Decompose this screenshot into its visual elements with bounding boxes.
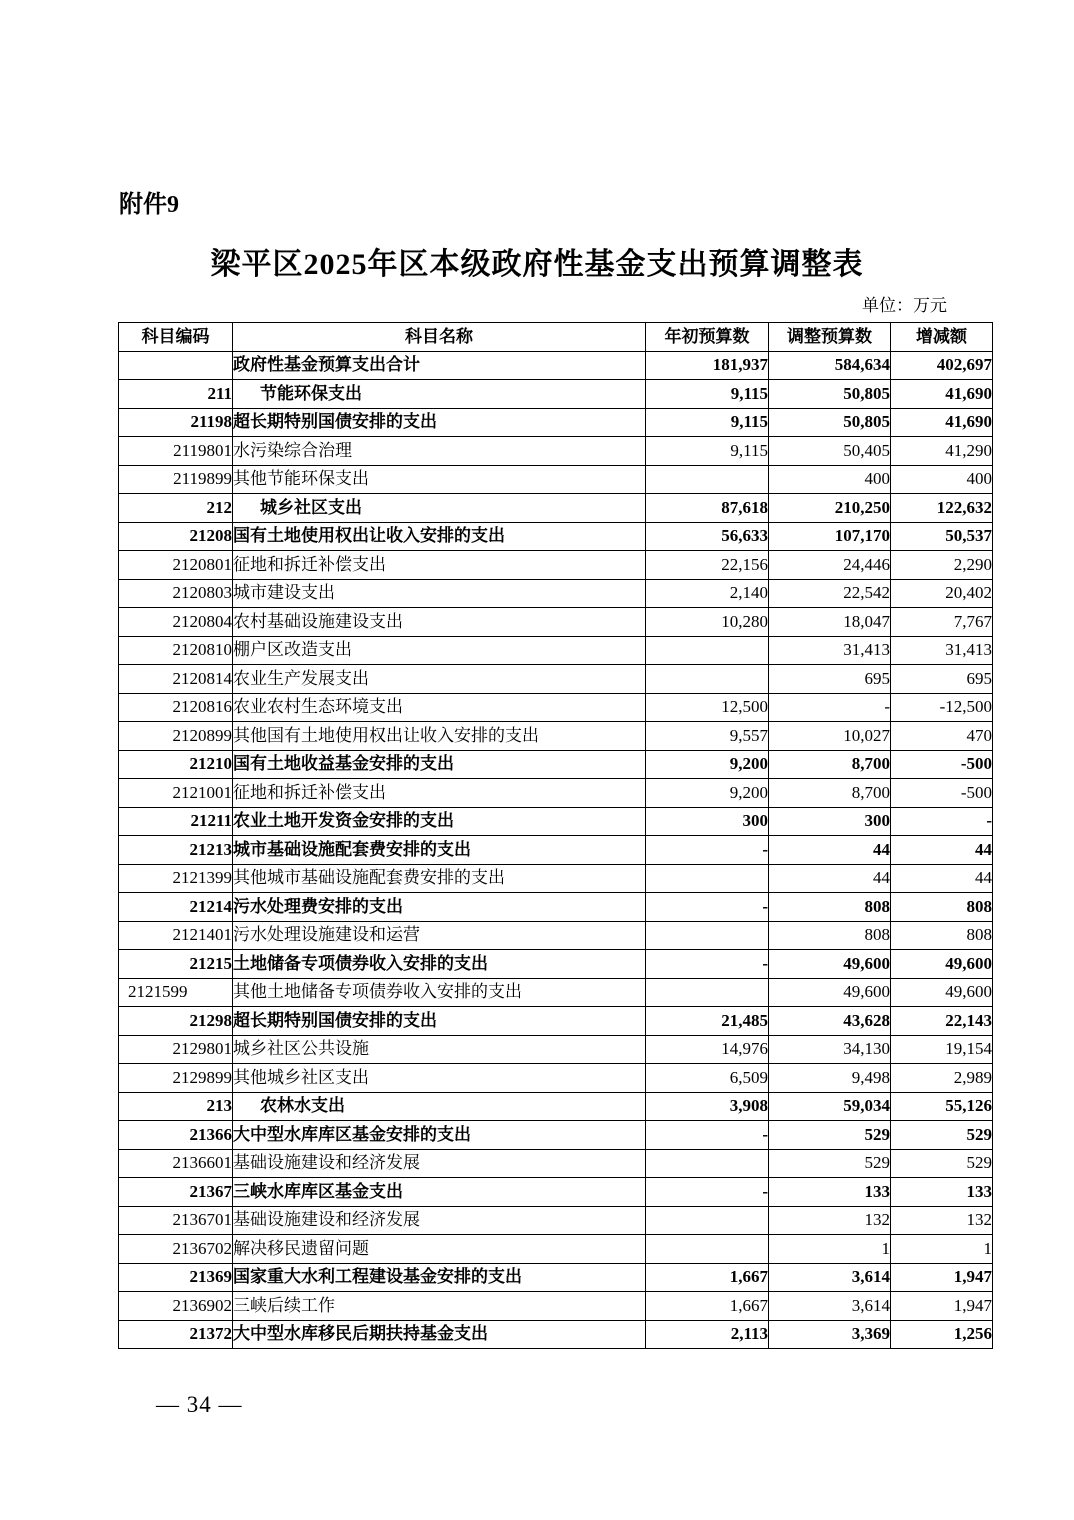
table-row [119,836,993,865]
code-cell: 211 [119,380,233,409]
code-cell: 2119899 [119,465,233,494]
change-cell: 122,632 [891,494,993,523]
name-cell: 三峡水库库区基金支出 [233,1178,646,1207]
initial-budget-cell: 56,633 [646,522,769,551]
page-number: — 34 — [156,1392,243,1417]
table-row [119,551,993,580]
code-cell: 21210 [119,750,233,779]
column-header-initial-budget: 年初预算数 [646,323,769,352]
table-row [119,437,993,466]
initial-budget-cell: 9,115 [646,437,769,466]
initial-budget-cell: - [646,893,769,922]
initial-budget-cell: 9,200 [646,750,769,779]
change-cell: 529 [891,1121,993,1150]
name-cell: 农村基础设施建设支出 [233,608,646,637]
code-cell: 2136702 [119,1235,233,1264]
change-cell: 133 [891,1178,993,1207]
initial-budget-cell [646,665,769,694]
table-row [119,1235,993,1264]
code-cell: 2120814 [119,665,233,694]
table-row [119,1206,993,1235]
table-row [119,608,993,637]
code-cell: 2136902 [119,1292,233,1321]
code-cell: 21369 [119,1263,233,1292]
adjusted-budget-cell: 695 [769,665,891,694]
code-cell: 21366 [119,1121,233,1150]
name-cell: 棚户区改造支出 [233,636,646,665]
name-cell: 其他土地储备专项债券收入安排的支出 [233,978,646,1007]
name-cell: 征地和拆迁补偿支出 [233,779,646,808]
adjusted-budget-cell: 18,047 [769,608,891,637]
initial-budget-cell [646,465,769,494]
change-cell: 2,290 [891,551,993,580]
adjusted-budget-cell: 584,634 [769,351,891,380]
table-row [119,950,993,979]
change-cell: 1,256 [891,1320,993,1349]
table-row [119,693,993,722]
table-row [119,494,993,523]
adjusted-budget-cell: 132 [769,1206,891,1235]
code-cell: 212 [119,494,233,523]
name-cell: 其他节能环保支出 [233,465,646,494]
change-cell: 2,989 [891,1064,993,1093]
code-cell: 21211 [119,807,233,836]
budget-table [118,322,993,1349]
name-cell: 其他城市基础设施配套费安排的支出 [233,864,646,893]
change-cell: -500 [891,779,993,808]
table-row [119,978,993,1007]
initial-budget-cell: 9,557 [646,722,769,751]
code-cell: 2120899 [119,722,233,751]
adjusted-budget-cell: 210,250 [769,494,891,523]
code-cell: 21208 [119,522,233,551]
column-header-change: 增减额 [891,323,993,352]
code-cell: 2121599 [119,978,233,1007]
code-cell: 2121399 [119,864,233,893]
adjusted-budget-cell: 8,700 [769,750,891,779]
change-cell: 55,126 [891,1092,993,1121]
change-cell: - [891,807,993,836]
change-cell: 7,767 [891,608,993,637]
name-cell: 国有土地收益基金安排的支出 [233,750,646,779]
adjusted-budget-cell: 44 [769,864,891,893]
code-cell: 2120816 [119,693,233,722]
code-cell [119,351,233,380]
change-cell: 41,690 [891,380,993,409]
code-cell: 213 [119,1092,233,1121]
change-cell: 49,600 [891,950,993,979]
table-row [119,779,993,808]
table-row [119,1035,993,1064]
initial-budget-cell: 1,667 [646,1263,769,1292]
code-cell: 2120810 [119,636,233,665]
initial-budget-cell: 9,115 [646,408,769,437]
change-cell: 808 [891,921,993,950]
adjusted-budget-cell: 50,805 [769,380,891,409]
table-row [119,750,993,779]
initial-budget-cell [646,1149,769,1178]
initial-budget-cell [646,1235,769,1264]
initial-budget-cell: - [646,950,769,979]
adjusted-budget-cell: 808 [769,921,891,950]
adjusted-budget-cell: 3,614 [769,1263,891,1292]
change-cell: 20,402 [891,579,993,608]
adjusted-budget-cell: 34,130 [769,1035,891,1064]
code-cell: 2121001 [119,779,233,808]
budget-table-body [119,351,993,1349]
code-cell: 21367 [119,1178,233,1207]
adjusted-budget-cell: 22,542 [769,579,891,608]
code-cell: 21215 [119,950,233,979]
name-cell: 超长期特别国债安排的支出 [233,408,646,437]
initial-budget-cell: 181,937 [646,351,769,380]
name-cell: 农业农村生态环境支出 [233,693,646,722]
column-header-name: 科目名称 [233,323,646,352]
table-row [119,465,993,494]
initial-budget-cell [646,1206,769,1235]
change-cell: 1,947 [891,1263,993,1292]
name-cell: 征地和拆迁补偿支出 [233,551,646,580]
adjusted-budget-cell: 400 [769,465,891,494]
initial-budget-cell: 1,667 [646,1292,769,1321]
name-cell: 大中型水库库区基金安排的支出 [233,1121,646,1150]
adjusted-budget-cell: 3,369 [769,1320,891,1349]
table-row [119,722,993,751]
change-cell: -500 [891,750,993,779]
table-row [119,921,993,950]
adjusted-budget-cell: 49,600 [769,978,891,1007]
name-cell: 超长期特别国债安排的支出 [233,1007,646,1036]
table-row [119,636,993,665]
adjusted-budget-cell: 50,405 [769,437,891,466]
name-cell: 农林水支出 [233,1092,646,1121]
adjusted-budget-cell: 8,700 [769,779,891,808]
initial-budget-cell: 2,140 [646,579,769,608]
code-cell: 2129899 [119,1064,233,1093]
change-cell: 41,690 [891,408,993,437]
name-cell: 城市基础设施配套费安排的支出 [233,836,646,865]
adjusted-budget-cell: 24,446 [769,551,891,580]
code-cell: 2120804 [119,608,233,637]
name-cell: 国有土地使用权出让收入安排的支出 [233,522,646,551]
table-row [119,408,993,437]
initial-budget-cell: 6,509 [646,1064,769,1093]
code-cell: 2121401 [119,921,233,950]
change-cell: 1,947 [891,1292,993,1321]
adjusted-budget-cell: 44 [769,836,891,865]
initial-budget-cell: 21,485 [646,1007,769,1036]
name-cell: 水污染综合治理 [233,437,646,466]
change-cell: 31,413 [891,636,993,665]
code-cell: 2120803 [119,579,233,608]
change-cell: 132 [891,1206,993,1235]
name-cell: 城乡社区支出 [233,494,646,523]
initial-budget-cell [646,921,769,950]
table-row [119,1263,993,1292]
adjusted-budget-cell: 107,170 [769,522,891,551]
change-cell: 44 [891,836,993,865]
adjusted-budget-cell: 300 [769,807,891,836]
name-cell: 土地储备专项债券收入安排的支出 [233,950,646,979]
table-row [119,1292,993,1321]
column-header-code: 科目编码 [119,323,233,352]
initial-budget-cell: 12,500 [646,693,769,722]
name-cell: 污水处理费安排的支出 [233,893,646,922]
initial-budget-cell: 9,200 [646,779,769,808]
initial-budget-cell: 300 [646,807,769,836]
code-cell: 2119801 [119,437,233,466]
change-cell: 808 [891,893,993,922]
table-row [119,522,993,551]
table-row [119,380,993,409]
change-cell: 22,143 [891,1007,993,1036]
change-cell: 49,600 [891,978,993,1007]
change-cell: 402,697 [891,351,993,380]
name-cell: 基础设施建设和经济发展 [233,1206,646,1235]
initial-budget-cell: 22,156 [646,551,769,580]
code-cell: 2136601 [119,1149,233,1178]
name-cell: 政府性基金预算支出合计 [233,351,646,380]
name-cell: 其他国有土地使用权出让收入安排的支出 [233,722,646,751]
adjusted-budget-cell: 50,805 [769,408,891,437]
name-cell: 污水处理设施建设和运营 [233,921,646,950]
code-cell: 2136701 [119,1206,233,1235]
table-row [119,1178,993,1207]
change-cell: 44 [891,864,993,893]
name-cell: 基础设施建设和经济发展 [233,1149,646,1178]
change-cell: 470 [891,722,993,751]
table-row [119,807,993,836]
adjusted-budget-cell: 133 [769,1178,891,1207]
table-header-row [119,323,993,352]
name-cell: 农业土地开发资金安排的支出 [233,807,646,836]
initial-budget-cell: 3,908 [646,1092,769,1121]
table-row [119,579,993,608]
table-row [119,893,993,922]
table-row [119,1092,993,1121]
initial-budget-cell [646,864,769,893]
table-row [119,1320,993,1349]
table-row [119,1064,993,1093]
initial-budget-cell [646,978,769,1007]
initial-budget-cell [646,636,769,665]
change-cell: 695 [891,665,993,694]
initial-budget-cell: 9,115 [646,380,769,409]
adjusted-budget-cell: 10,027 [769,722,891,751]
adjusted-budget-cell: 529 [769,1121,891,1150]
initial-budget-cell: - [646,836,769,865]
adjusted-budget-cell: 59,034 [769,1092,891,1121]
initial-budget-cell: 14,976 [646,1035,769,1064]
adjusted-budget-cell: 31,413 [769,636,891,665]
unit-note: 单位：万元 [862,296,947,315]
adjusted-budget-cell: 1 [769,1235,891,1264]
change-cell: 1 [891,1235,993,1264]
attachment-label: 附件9 [119,192,179,218]
table-row [119,1007,993,1036]
initial-budget-cell: 10,280 [646,608,769,637]
code-cell: 21372 [119,1320,233,1349]
change-cell: 529 [891,1149,993,1178]
adjusted-budget-cell: - [769,693,891,722]
code-cell: 2129801 [119,1035,233,1064]
table-row [119,665,993,694]
name-cell: 三峡后续工作 [233,1292,646,1321]
code-cell: 21214 [119,893,233,922]
adjusted-budget-cell: 529 [769,1149,891,1178]
adjusted-budget-cell: 49,600 [769,950,891,979]
table-row [119,1149,993,1178]
change-cell: 19,154 [891,1035,993,1064]
initial-budget-cell: 87,618 [646,494,769,523]
name-cell: 大中型水库移民后期扶持基金支出 [233,1320,646,1349]
name-cell: 城乡社区公共设施 [233,1035,646,1064]
adjusted-budget-cell: 9,498 [769,1064,891,1093]
code-cell: 2120801 [119,551,233,580]
name-cell: 国家重大水利工程建设基金安排的支出 [233,1263,646,1292]
name-cell: 农业生产发展支出 [233,665,646,694]
initial-budget-cell: 2,113 [646,1320,769,1349]
adjusted-budget-cell: 808 [769,893,891,922]
change-cell: -12,500 [891,693,993,722]
name-cell: 节能环保支出 [233,380,646,409]
adjusted-budget-cell: 43,628 [769,1007,891,1036]
name-cell: 其他城乡社区支出 [233,1064,646,1093]
code-cell: 21198 [119,408,233,437]
code-cell: 21213 [119,836,233,865]
name-cell: 城市建设支出 [233,579,646,608]
column-header-adjusted-budget: 调整预算数 [769,323,891,352]
initial-budget-cell: - [646,1178,769,1207]
initial-budget-cell: - [646,1121,769,1150]
table-row [119,1121,993,1150]
change-cell: 41,290 [891,437,993,466]
page-title: 梁平区2025年区本级政府性基金支出预算调整表 [210,248,864,281]
change-cell: 400 [891,465,993,494]
table-row [119,351,993,380]
code-cell: 21298 [119,1007,233,1036]
table-row [119,864,993,893]
name-cell: 解决移民遗留问题 [233,1235,646,1264]
change-cell: 50,537 [891,522,993,551]
adjusted-budget-cell: 3,614 [769,1292,891,1321]
